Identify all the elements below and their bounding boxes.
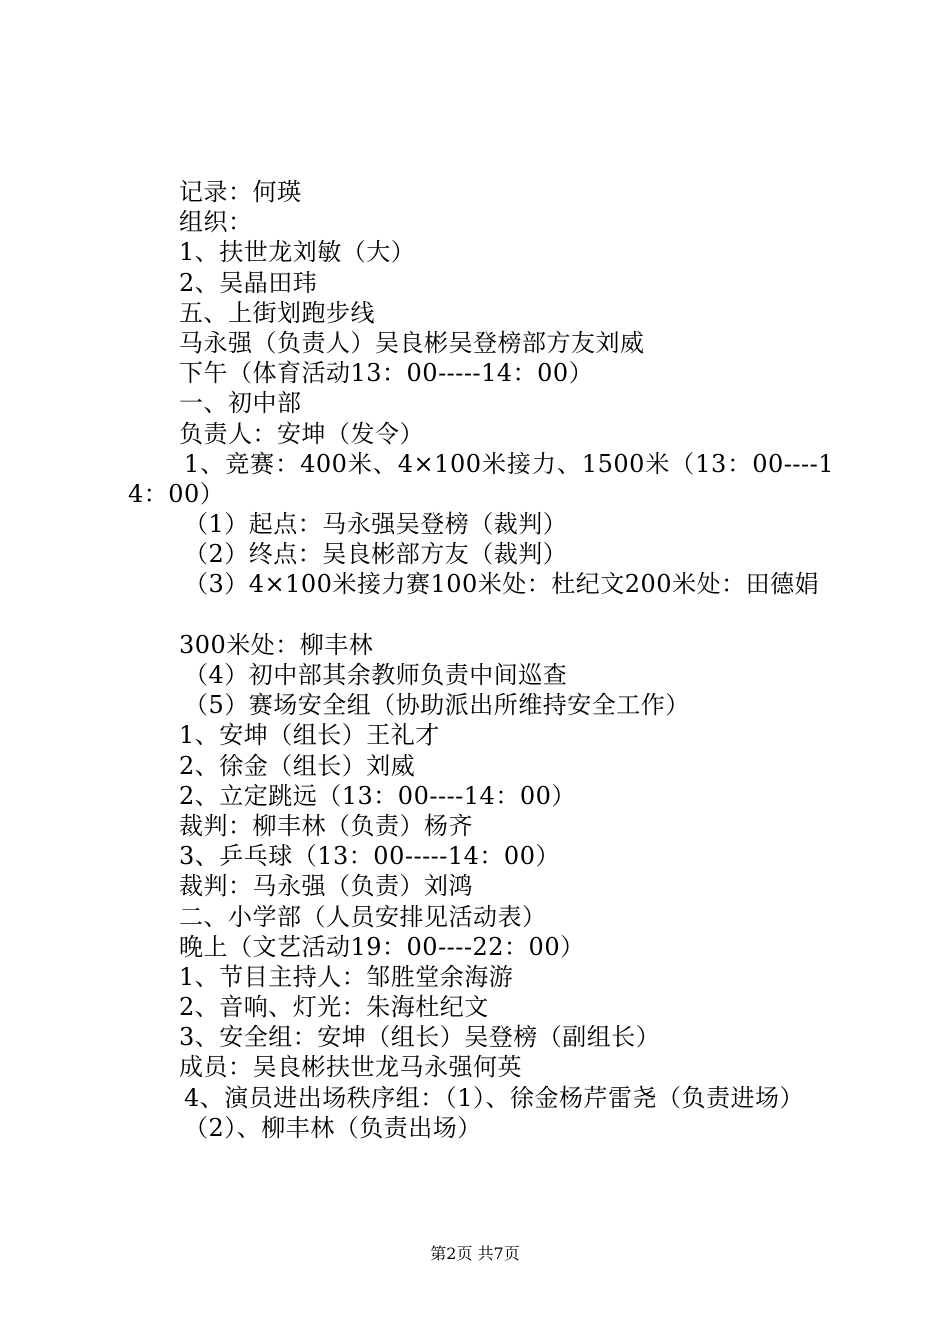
text-line: 2、徐金（组长）刘威: [179, 751, 416, 780]
text-line: 1、扶世龙刘敏（大）: [179, 238, 416, 267]
text-line: 2、吴晶田玮: [179, 268, 318, 297]
text-line: （5）赛场安全组（协助派出所维持安全工作）: [184, 691, 690, 720]
text-line-organize: 组织：: [179, 208, 253, 237]
section-heading: 一、初中部: [179, 389, 302, 418]
blank-line: [128, 600, 840, 630]
text-line: 3、乒乓球（13：00-----14：00）: [179, 842, 560, 871]
text-line: 裁判：柳丰林（负责）杨齐: [179, 811, 473, 840]
text-line: 3、安全组：安坤（组长）吴登榜（副组长）: [179, 1023, 661, 1052]
section-heading: 晚上（文艺活动19：00----22：00）: [179, 932, 585, 961]
text-line: （2）终点：吴良彬部方友（裁判）: [184, 540, 568, 569]
text-line: 1、节目主持人：邹胜堂余海游: [179, 962, 514, 991]
section-heading: 五、上街划跑步线: [179, 298, 375, 327]
text-line: （1）起点：马永强吴登榜（裁判）: [184, 510, 568, 539]
text-line: 马永强（负责人）吴良彬吴登榜部方友刘威: [179, 328, 645, 357]
text-line: 1、安坤（组长）王礼才: [179, 721, 440, 750]
text-line: （2）、柳丰林（负责出场）: [184, 1113, 482, 1142]
page-number: 第2页 共7页: [430, 1244, 520, 1263]
text-line: 负责人：安坤（发令）: [179, 419, 424, 448]
text-line-record: 记录：何瑛: [179, 178, 302, 206]
text-line: 2、立定跳远（13：00----14：00）: [179, 781, 576, 810]
text-line: 成员：吴良彬扶世龙马永强何英: [179, 1053, 522, 1082]
text-paragraph: 4、演员进出场秩序组：（1）、徐金杨芹雷尧（负责进场）: [184, 1083, 805, 1112]
text-line: 300米处：柳丰林: [179, 630, 374, 659]
section-heading: 下午（体育活动13：00-----14：00）: [179, 359, 594, 388]
text-line: 裁判：马永强（负责）刘鸿: [179, 872, 473, 901]
document-body: [128, 177, 840, 1143]
text-line: （3）4×100米接力赛100米处：杜纪文200米处：田德娟: [184, 570, 820, 599]
text-line: 2、音响、灯光：朱海杜纪文: [179, 993, 489, 1022]
text-line: （4）初中部其余教师负责中间巡查: [184, 661, 568, 690]
text-paragraph: 1、竞赛：400米、4×100米接力、1500米（13：00----14：00）: [128, 449, 834, 508]
section-heading: 二、小学部（人员安排见活动表）: [179, 902, 547, 931]
